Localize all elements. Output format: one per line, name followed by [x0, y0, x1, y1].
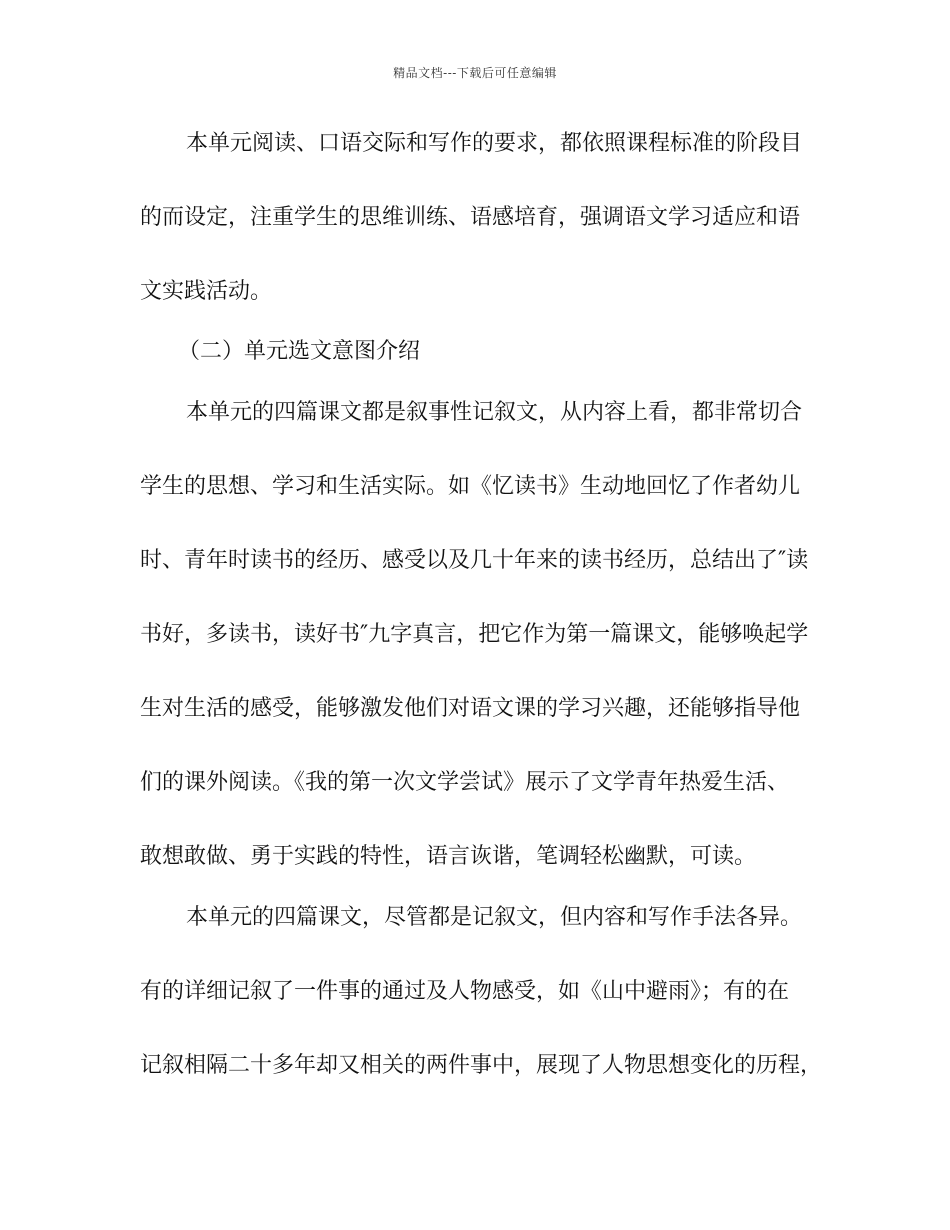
body-line-5: 本单元的四篇课文都是叙事性记叙文，从内容上看，都非常切合 — [186, 400, 803, 425]
body-line-1: 本单元阅读、口语交际和写作的要求，都依照课程标准的阶段目 — [186, 131, 803, 156]
body-line-13: 有的详细记叙了一件事的通过及人物感受，如《山中避雨》；有的在 — [140, 979, 790, 1004]
body-line-11: 敢想敢做、勇于实践的特性，语言诙谐，笔调轻松幽默，可读。 — [140, 844, 757, 869]
body-line-10: 们的课外阅读。《我的第一次文学尝试》展示了文学青年热爱生活、 — [140, 770, 790, 795]
body-line-12: 本单元的四篇课文，尽管都是记叙文，但内容和写作手法各异。 — [186, 905, 803, 930]
body-line-7: 时、青年时读书的经历、感受以及几十年来的读书经历，总结出了″读 — [140, 548, 809, 573]
body-line-9: 生对生活的感受，能够激发他们对语文课的学习兴趣，还能够指导他 — [140, 696, 801, 721]
body-line-8: 书好，多读书，读好书″九字真言，把它作为第一篇课文，能够唤起学 — [140, 622, 809, 647]
page-header: 精品文档---下载后可任意编辑 — [393, 66, 557, 80]
body-line-14: 记叙相隔二十多年却又相关的两件事中，展现了人物思想变化的历程， — [140, 1053, 823, 1078]
body-line-3: 文实践活动。 — [140, 279, 273, 304]
section-heading: （二）单元选文意图介绍 — [178, 339, 421, 364]
body-line-2: 的而设定，注重学生的思维训练、语感培育，强调语文学习适应和语 — [140, 205, 801, 230]
body-line-6: 学生的思想、学习和生活实际。如《忆读书》生动地回忆了作者幼儿 — [140, 474, 801, 499]
